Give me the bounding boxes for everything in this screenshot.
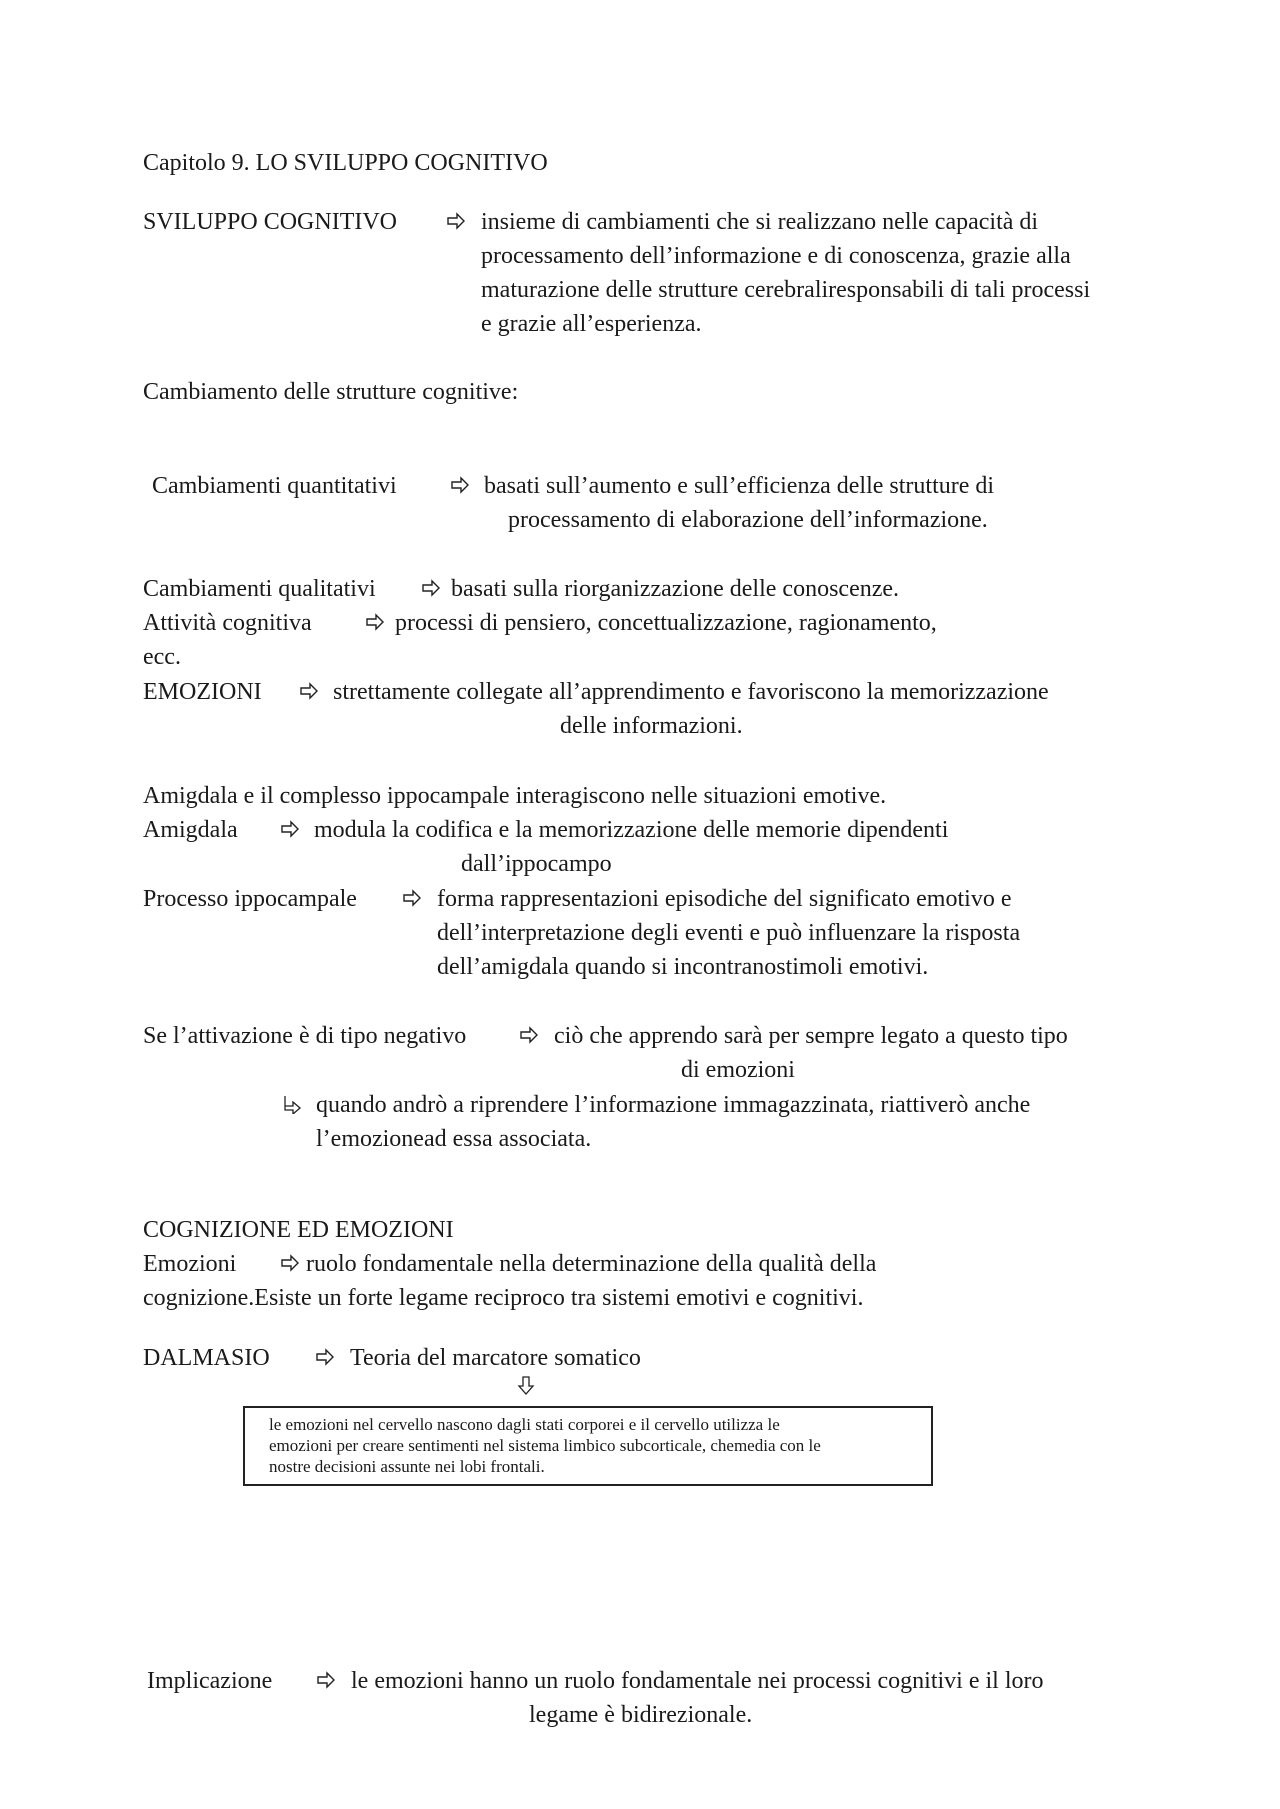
definition-line: ruolo fondamentale nella determinazione della qualità della — [306, 1251, 877, 1277]
term-quantitativi: Cambiamenti quantitativi — [152, 473, 397, 499]
section-heading: Cambiamento delle strutture cognitive: — [143, 379, 519, 405]
definition-line: legame è bidirezionale. — [529, 1702, 753, 1728]
term-implicazione: Implicazione — [147, 1668, 273, 1694]
right-arrow-icon — [280, 819, 300, 839]
definition-line: processi di pensiero, concettualizzazione, ragionamento, — [395, 610, 937, 636]
definition-line: e grazie all’esperienza. — [481, 311, 702, 337]
right-arrow-icon — [402, 888, 422, 908]
paragraph: Amigdala e il complesso ippocampale interagiscono nelle situazioni emotive. — [143, 783, 887, 809]
right-arrow-icon — [450, 475, 470, 495]
right-arrow-icon — [446, 211, 466, 231]
definition-line: cognizione.Esiste un forte legame reciproco tra sistemi emotivi e cognitivi. — [143, 1285, 864, 1311]
definition-line: delle informazioni. — [560, 713, 743, 739]
box-line: nostre decisioni assunte nei lobi frontali. — [269, 1457, 545, 1476]
section-heading: COGNIZIONE ED EMOZIONI — [143, 1217, 454, 1243]
definition-line: processamento di elaborazione dell’informazione. — [508, 507, 988, 533]
definition-line: ecc. — [143, 644, 181, 670]
definition-line: le emozioni hanno un ruolo fondamentale nei processi cognitivi e il loro — [351, 1668, 1044, 1694]
right-arrow-icon — [519, 1025, 539, 1045]
definition-line: Teoria del marcatore somatico — [350, 1345, 641, 1371]
chapter-title: Capitolo 9. LO SVILUPPO COGNITIVO — [143, 150, 548, 176]
right-arrow-icon — [421, 578, 441, 598]
definition-line: processamento dell’informazione e di conoscenza, grazie alla — [481, 243, 1071, 269]
definition-line: maturazione delle strutture cerebraliresponsabili di tali processi — [481, 277, 1091, 303]
definition-line: insieme di cambiamenti che si realizzano nelle capacità di — [481, 209, 1039, 235]
turn-right-arrow-icon — [282, 1094, 302, 1114]
definition-line: di emozioni — [681, 1057, 795, 1083]
right-arrow-icon — [299, 681, 319, 701]
definition-line: dell’interpretazione degli eventi e può influenzare la risposta — [437, 920, 1021, 946]
right-arrow-icon — [315, 1347, 335, 1367]
term-dalmasio: DALMASIO — [143, 1345, 270, 1371]
right-arrow-icon — [316, 1670, 336, 1690]
term-emozioni: EMOZIONI — [143, 679, 262, 705]
box-line: le emozioni nel cervello nascono dagli stati corporei e il cervello utilizza le — [269, 1415, 780, 1434]
definition-line: basati sull’aumento e sull’efficienza delle strutture di — [484, 473, 995, 499]
term-sviluppo-cognitivo: SVILUPPO COGNITIVO — [143, 209, 398, 235]
term-emozioni-cognizione: Emozioni — [143, 1251, 237, 1277]
term-attivazione-negativa: Se l’attivazione è di tipo negativo — [143, 1023, 467, 1049]
term-attivita-cognitiva: Attività cognitiva — [143, 610, 312, 636]
definition-line: dall’ippocampo — [461, 851, 612, 877]
somatic-marker-box — [243, 1406, 933, 1486]
definition-line: forma rappresentazioni episodiche del significato emotivo e — [437, 886, 1012, 912]
definition-line: l’emozionead essa associata. — [316, 1126, 592, 1152]
box-text — [269, 1414, 909, 1477]
definition-line: ciò che apprendo sarà per sempre legato a questo tipo — [554, 1023, 1068, 1049]
definition-line: dell’amigdala quando si incontranostimoli emotivi. — [437, 954, 929, 980]
definition-line: strettamente collegate all’apprendimento e favoriscono la memorizzazione — [333, 679, 1049, 705]
right-arrow-icon — [280, 1253, 300, 1273]
term-processo-ippocampale: Processo ippocampale — [143, 886, 357, 912]
right-arrow-icon — [365, 612, 385, 632]
box-line: emozioni per creare sentimenti nel sistema limbico subcorticale, chemedia con le — [269, 1436, 821, 1455]
definition-line: basati sulla riorganizzazione delle conoscenze. — [451, 576, 900, 602]
term-amigdala: Amigdala — [143, 817, 238, 843]
definition-line: modula la codifica e la memorizzazione delle memorie dipendenti — [314, 817, 949, 843]
term-qualitativi: Cambiamenti qualitativi — [143, 576, 376, 602]
down-arrow-icon — [517, 1376, 535, 1396]
definition-line: quando andrò a riprendere l’informazione immagazzinata, riattiverò anche — [316, 1092, 1031, 1118]
